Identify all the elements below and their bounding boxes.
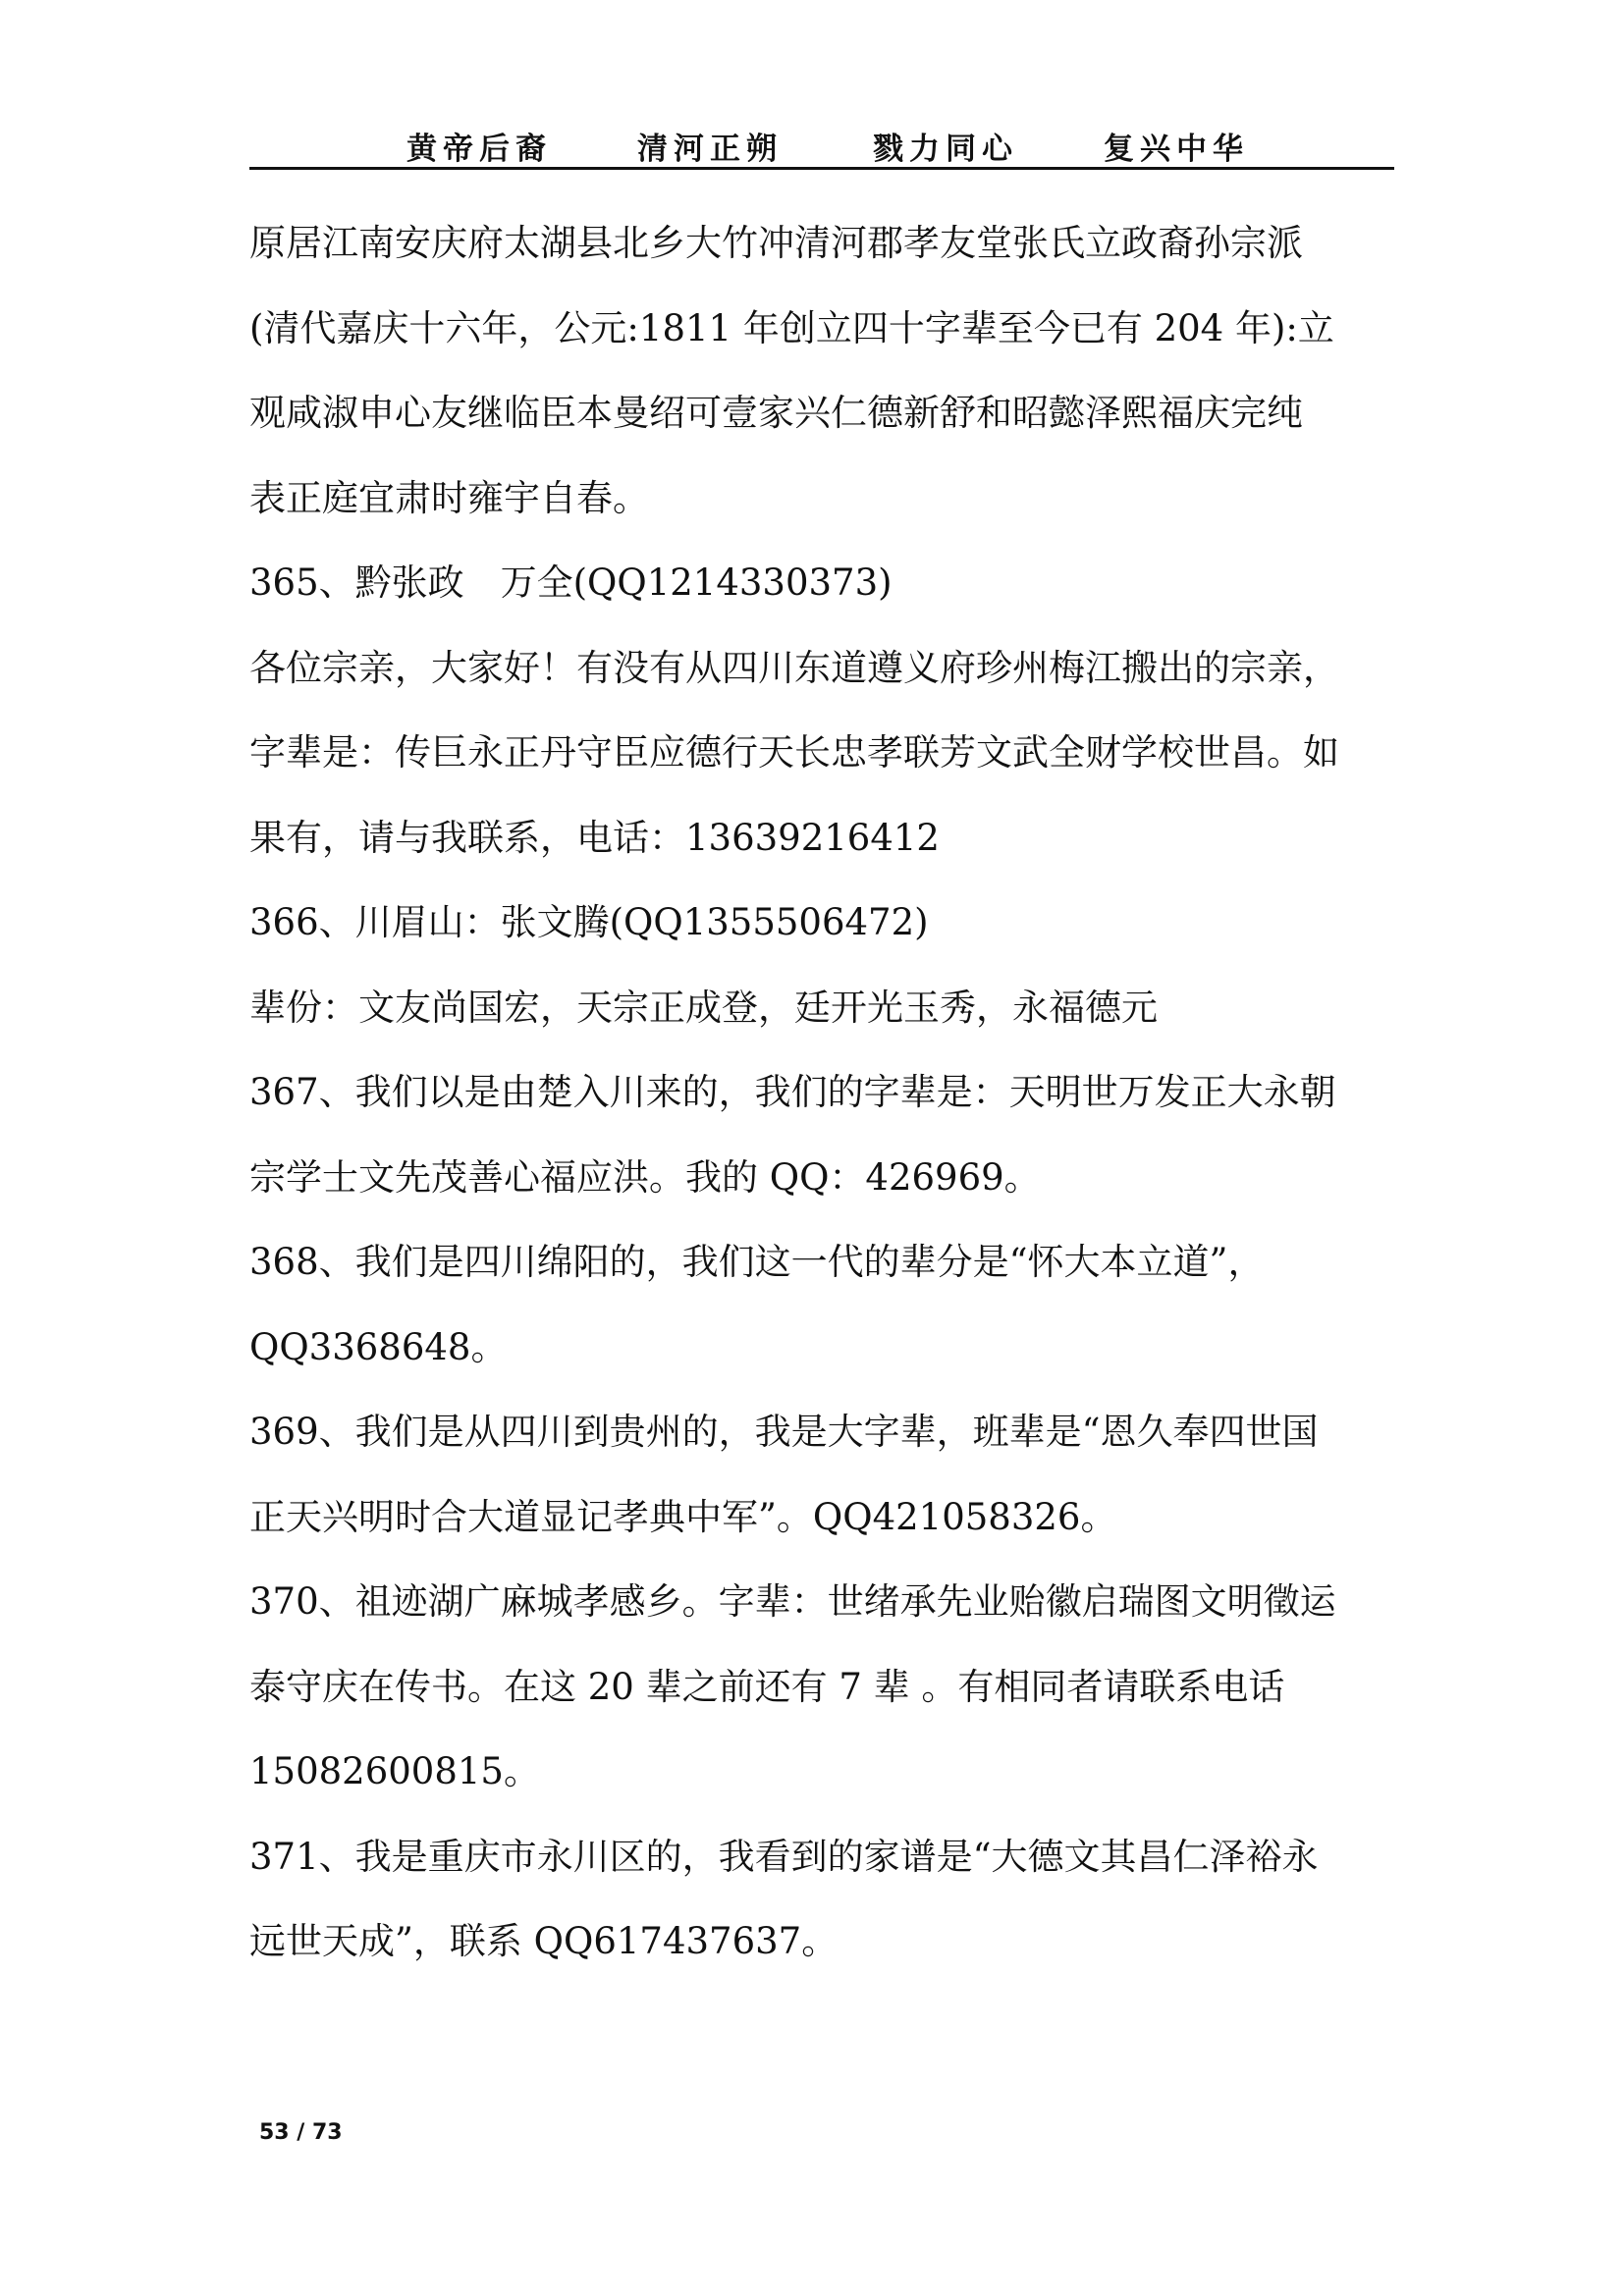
text-line: QQ3368648。 xyxy=(249,1325,508,1368)
text-line: (清代嘉庆十六年，公元:1811 年创立四十字辈至今已有 204 年):立 xyxy=(249,306,1334,349)
entry-367: 367、我们以是由楚入川来的，我们的字辈是：天明世万发正大永朝 xyxy=(249,1071,1336,1113)
text-line: 果有，请与我联系，电话：13639216412 xyxy=(249,816,940,859)
text-line: 远世天成”，联系 QQ617437637。 xyxy=(249,1920,839,1962)
text-line: 泰守庆在传书。在这 20 辈之前还有 7 辈 。有相同者请联系电话 xyxy=(249,1665,1285,1708)
text-line: 宗学士文先茂善心福应洪。我的 QQ：426969。 xyxy=(249,1155,1041,1199)
text-line: 原居江南安庆府太湖县北乡大竹冲清河郡孝友堂张氏立政裔孙宗派 xyxy=(249,222,1303,264)
text-line: 表正庭宜肃时雍宇自春。 xyxy=(249,476,649,519)
entry-370: 370、祖迹湖广麻城孝感乡。字辈：世绪承先业贻徽启瑞图文明徵运 xyxy=(249,1580,1336,1623)
document-body xyxy=(249,218,1394,2002)
text-line: 字辈是：传巨永正丹守臣应德行天长忠孝联芳文武全财学校世昌。如 xyxy=(249,731,1339,774)
header-motto-3: 戮力同心 xyxy=(873,132,1018,167)
page-number: 53 / 73 xyxy=(259,2120,343,2145)
text-line: 正天兴明时合大道显记孝典中军”。QQ421058326。 xyxy=(249,1495,1117,1538)
entry-heading-365: 365、黔张政 万全(QQ1214330373) xyxy=(249,561,893,604)
text-line: 15082600815。 xyxy=(249,1750,540,1792)
entry-368: 368、我们是四川绵阳的，我们这一代的辈分是“怀大本立道”， xyxy=(249,1241,1265,1283)
text-line: 观咸淑申心友继临臣本曼绍可壹家兴仁德新舒和昭懿泽熙福庆完纯 xyxy=(249,392,1303,434)
entry-369: 369、我们是从四川到贵州的，我是大字辈，班辈是“恩久奉四世国 xyxy=(249,1411,1319,1453)
text-line: 辈份：文友尚国宏，天宗正成登，廷开光玉秀，永福德元 xyxy=(249,986,1158,1029)
header-motto-4: 复兴中华 xyxy=(1104,132,1249,167)
header-motto-2: 清河正朔 xyxy=(637,132,783,167)
entry-heading-366: 366、川眉山：张文腾(QQ1355506472) xyxy=(249,901,929,943)
text-line: 各位宗亲，大家好！有没有从四川东道遵义府珍州梅江搬出的宗亲， xyxy=(249,646,1339,689)
header-motto-1: 黄帝后裔 xyxy=(406,132,552,167)
running-header xyxy=(249,118,1394,170)
entry-371: 371、我是重庆市永川区的，我看到的家谱是“大德文其昌仁泽裕永 xyxy=(249,1835,1319,1878)
